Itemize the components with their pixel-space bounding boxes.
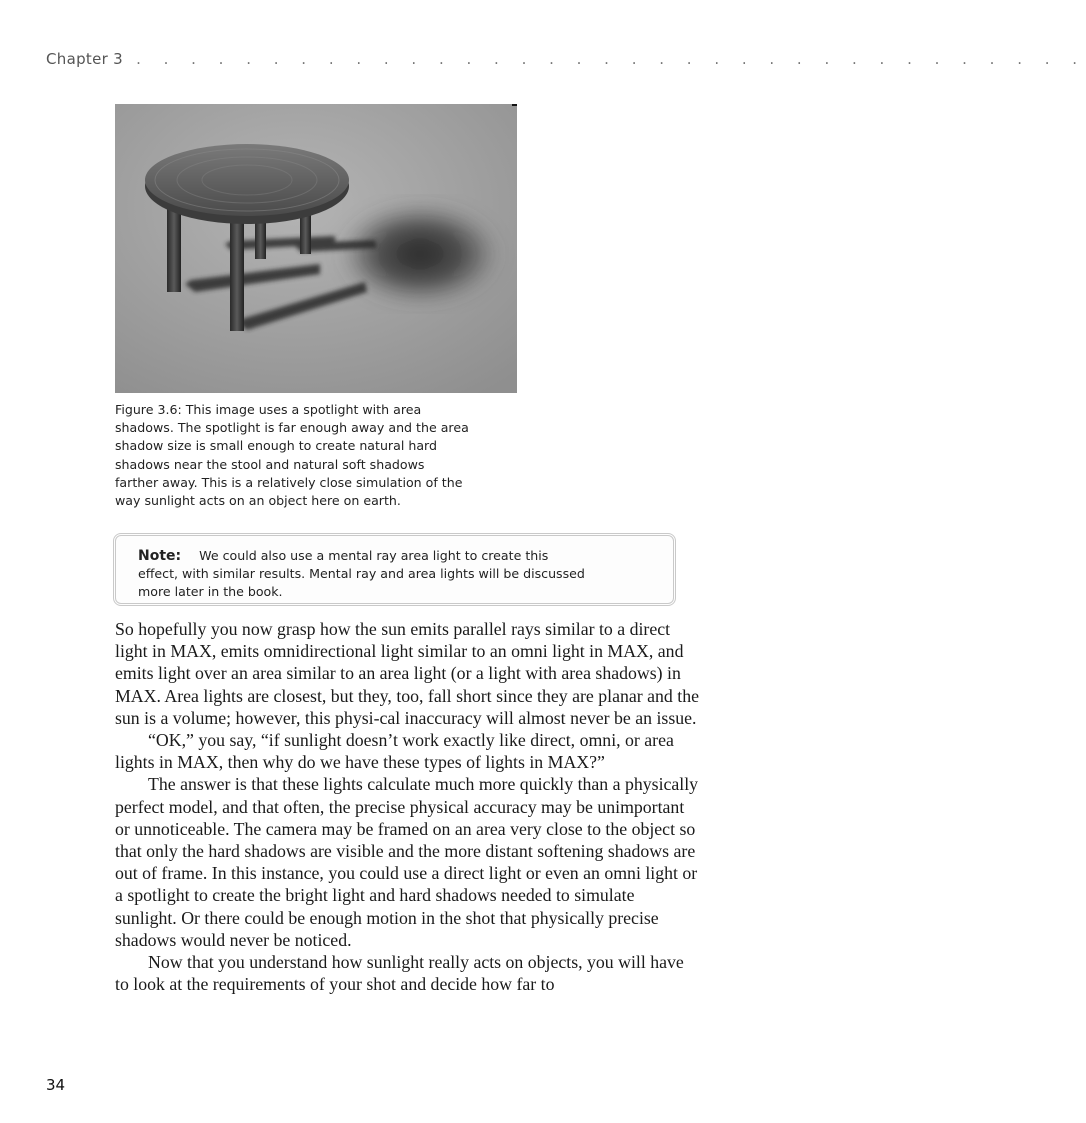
paragraph: So hopefully you now grasp how the sun emits parallel rays similar to a direct light in MAX, emits omnidirectional light similar to an omni light in MAX, and emits light over an area similar to an area light (or a light with area shadows) in MAX. Area lights are closest, but they, too, fall short since they are planar and the sun is a volume; however, this physi-cal inaccuracy will almost never be an issue. <box>115 619 699 728</box>
caption-line: shadows. The spotlight is far enough away and the area <box>115 420 469 436</box>
note-text <box>138 547 658 601</box>
note-line: more later in the book. <box>138 584 283 599</box>
caption-line: Figure 3.6: This image uses a spotlight with area <box>115 402 422 417</box>
note-label: Note: <box>138 548 182 564</box>
chapter-label: Chapter 3 <box>46 50 123 68</box>
caption-line: farther away. This is a relatively close simulation of the <box>115 474 463 490</box>
paragraph: The answer is that these lights calculate much more quickly than a physically perfect model, and that often, the precise physical accuracy may be unimportant or unnoticeable. The camera may be framed on an area very close to the object so that only the hard shadows are visible and the more distant softening shadows are out of frame. In this instance, you could use a direct light or even an omni light or a spotlight to create the bright light and hard shadows needed to simulate sunlight. Or there could be enough motion in the shot that physically precise shadows would never be noticed. <box>115 774 699 950</box>
figure-image-stool-shadow <box>115 104 517 393</box>
note-line: effect, with similar results. Mental ray and area lights will be discussed <box>138 566 585 581</box>
body-text <box>115 618 700 995</box>
running-head <box>46 50 1086 72</box>
paragraph: “OK,” you say, “if sunlight doesn’t work exactly like direct, omni, or area lights in MAX, then why do we have these types of lights in MAX?” <box>115 730 674 773</box>
leader-dots: . . . . . . . . . . . . . . . . . . . . . . . . . . . . . . . . . . . <box>136 50 1086 68</box>
note-box <box>113 533 676 606</box>
caption-line: shadows near the stool and natural soft shadows <box>115 456 425 472</box>
note-line <box>138 547 658 565</box>
caption-line: way sunlight acts on an object here on earth. <box>115 493 401 509</box>
note-line-text: We could also use a mental ray area light to create this <box>199 548 549 563</box>
caption-line: shadow size is small enough to create natural hard <box>115 438 437 454</box>
figure-caption <box>115 401 525 510</box>
page-number: 34 <box>46 1076 66 1094</box>
paragraph: Now that you understand how sunlight really acts on objects, you will have to look at the requirements of your shot and decide how far to <box>115 952 684 995</box>
